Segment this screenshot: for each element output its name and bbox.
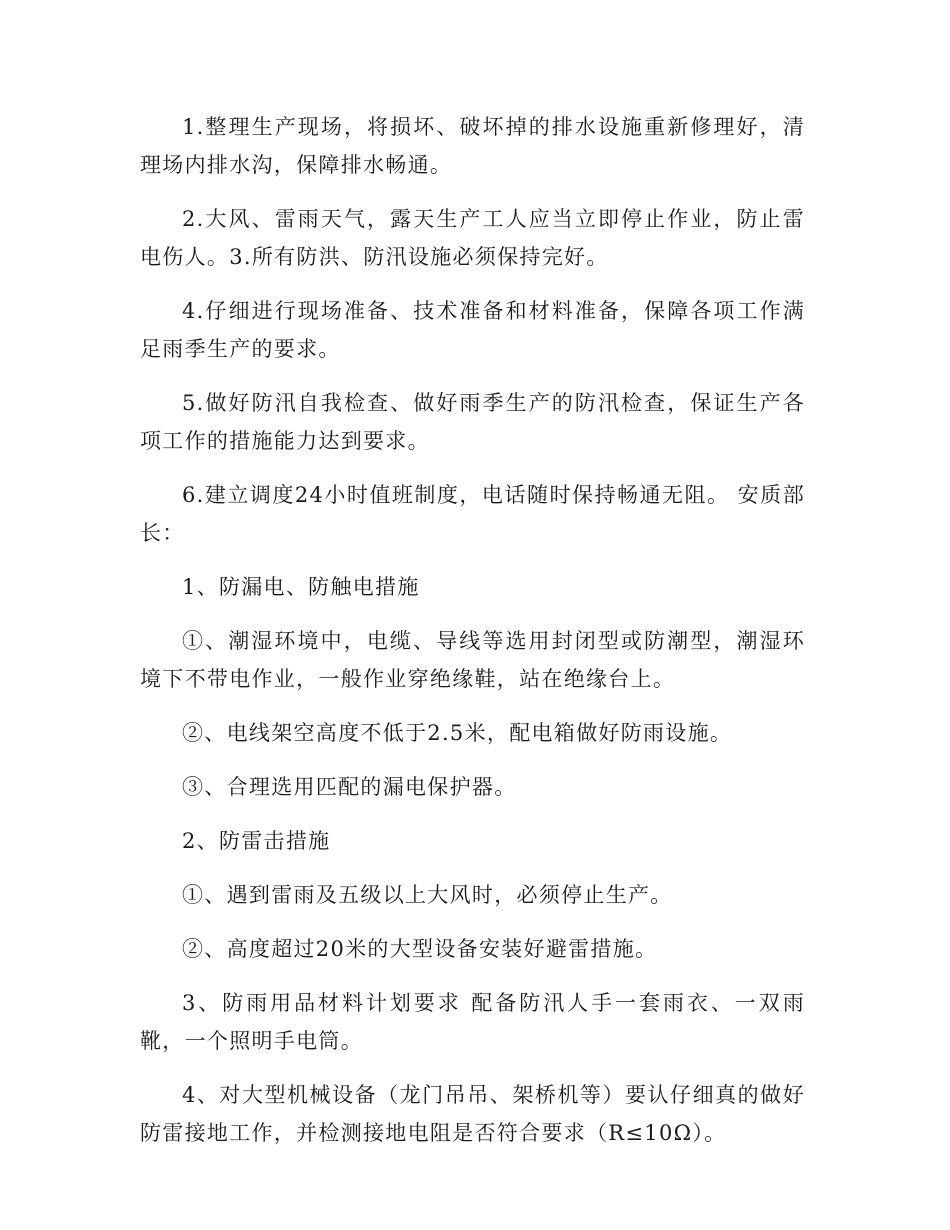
paragraph-preparation: 4.仔细进行现场准备、技术准备和材料准备，保障各项工作满足雨季生产的要求。 bbox=[140, 299, 805, 361]
paragraph-leakage-protector: ③、合理选用匹配的漏电保护器。 bbox=[182, 775, 517, 799]
paragraph-stop-production: ①、遇到雷雨及五级以上大风时，必须停止生产。 bbox=[182, 883, 673, 907]
heading-lightning-protection: 2、防雷击措施 bbox=[182, 829, 331, 853]
paragraph-overhead-wire: ②、电线架空高度不低于2.5米，配电箱做好防雨设施。 bbox=[182, 721, 733, 745]
heading-electrical-safety: 1、防漏电、防触电措施 bbox=[182, 575, 420, 599]
paragraph-lightning-rod: ②、高度超过20米的大型设备安装好避雷措施。 bbox=[182, 937, 658, 961]
paragraph-storm-stop-work: 2.大风、雷雨天气，露天生产工人应当立即停止作业，防止雷电伤人。3.所有防洪、防汛设施必须保持完好。 bbox=[140, 207, 805, 269]
paragraph-flood-inspection: 5.做好防汛自我检查、做好雨季生产的防汛检查，保证生产各项工作的措施能力达到要求。 bbox=[140, 391, 805, 453]
paragraph-grounding: 4、对大型机械设备（龙门吊吊、架桥机等）要认仔细真的做好防雷接地工作，并检测接地电阻是否符合要求（R≤10Ω）。 bbox=[140, 1083, 805, 1145]
paragraph-humid-environment: ①、潮湿环境中，电缆、导线等选用封闭型或防潮型，潮湿环境下不带电作业，一般作业穿绝缘鞋，站在绝缘台上。 bbox=[140, 629, 805, 691]
paragraph-duty-system: 6.建立调度24小时值班制度，电话随时保持畅通无阻。 安质部长： bbox=[140, 483, 805, 545]
paragraph-drainage-cleanup: 1.整理生产现场，将损坏、破坏掉的排水设施重新修理好，清理场内排水沟，保障排水畅通。 bbox=[140, 115, 805, 177]
document-body bbox=[140, 108, 805, 1168]
paragraph-rain-gear: 3、防雨用品材料计划要求 配备防汛人手一套雨衣、一双雨靴，一个照明手电筒。 bbox=[140, 991, 805, 1053]
